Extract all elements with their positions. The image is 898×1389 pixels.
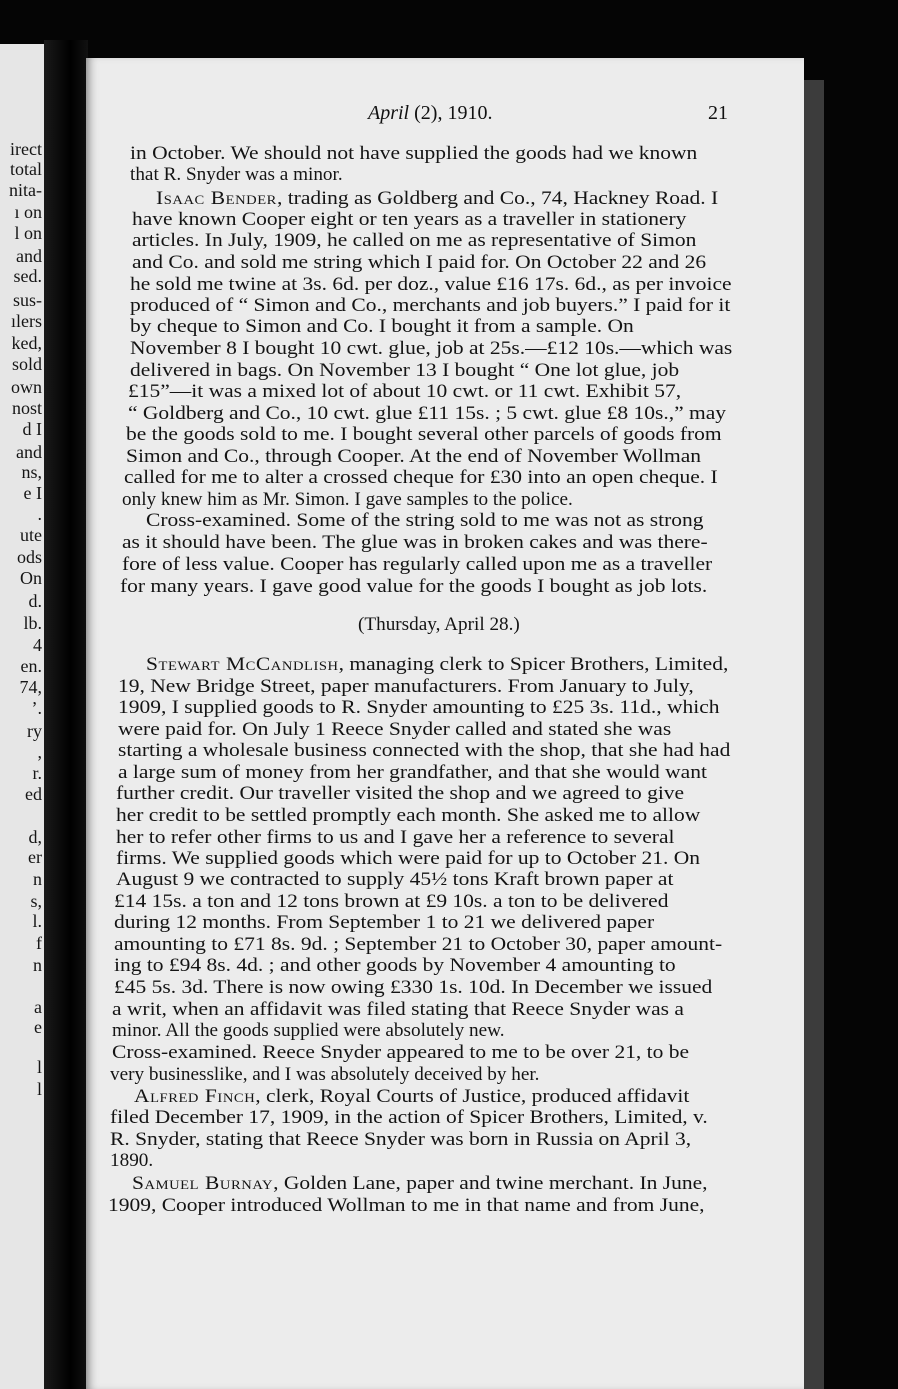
left-page-fragment: sus- xyxy=(12,290,42,310)
book-gutter xyxy=(44,40,88,1389)
left-page-fragment: ry xyxy=(27,721,42,741)
text-line: 1909, Cooper introduced Wollman to me in that name and from June, xyxy=(108,1195,705,1216)
text-line: ing to £94 8s. 4d. ; and other goods by November 4 amounting to xyxy=(114,955,676,976)
text-line: articles. In July, 1909, he called on me as representative of Simon xyxy=(132,230,697,251)
left-page-fragment: d, xyxy=(28,827,42,847)
left-page-fragment: nita- xyxy=(9,180,42,200)
text-line: have known Cooper eight or ten years as a traveller in stationery xyxy=(132,209,687,230)
line-rest: , managing clerk to Spicer Brothers, Limited, xyxy=(338,654,729,675)
text-line: R. Snyder, stating that Reece Snyder was born in Russia on April 3, xyxy=(110,1129,692,1150)
text-line xyxy=(146,654,728,676)
text-line: Cross-examined. Some of the string sold to me was not as strong xyxy=(146,510,704,531)
left-page-fragment: a xyxy=(34,997,42,1017)
text-line: £14 15s. a ton and 12 tons brown at £9 10s. a ton to be delivered xyxy=(114,891,669,912)
left-page-fragment: ute xyxy=(20,525,42,545)
left-page-fragment: ods xyxy=(16,547,42,567)
left-page-fragment: ’. xyxy=(31,698,42,718)
left-page-fragment: e xyxy=(34,1017,42,1037)
text-line: £45 5s. 3d. There is now owing £330 1s. 10d. In December we issued xyxy=(114,977,713,998)
left-page-fragment: and xyxy=(16,442,42,462)
left-page-fragment: en. xyxy=(20,656,42,676)
left-page-fragment: On xyxy=(20,568,42,588)
text-line: delivered in bags. On November 13 I bought “ One lot glue, job xyxy=(130,360,680,381)
text-line: her credit to be settled promptly each month. She asked me to allow xyxy=(116,805,701,826)
left-page-fragment: sed. xyxy=(13,266,42,286)
left-page-fragment: s, xyxy=(30,891,42,911)
line-rest: , clerk, Royal Courts of Justice, produced affidavit xyxy=(255,1086,690,1107)
header-title: April (2), 1910. xyxy=(368,102,493,124)
text-line: fore of less value. Cooper has regularly called upon me as a traveller xyxy=(122,554,713,575)
text-line: and Co. and sold me string which I paid for. On October 22 and 26 xyxy=(132,252,707,273)
left-page-fragment: irect xyxy=(10,139,42,159)
text-line: a large sum of money from her grandfather, and that she would want xyxy=(118,762,707,783)
text-line: in October. We should not have supplied the goods had we known xyxy=(130,143,698,164)
left-page-fragment: l xyxy=(36,1057,42,1077)
left-page-fragment: d I xyxy=(22,419,42,439)
left-page-edge xyxy=(0,44,44,1389)
left-page-fragment: ns, xyxy=(21,462,42,482)
text-line: only knew him as Mr. Simon. I gave samples to the police. xyxy=(122,489,573,510)
left-page-fragment: own xyxy=(11,377,42,397)
left-page-fragment: d. xyxy=(28,591,42,611)
text-line: very businesslike, and I was absolutely deceived by her. xyxy=(110,1064,540,1085)
left-page-fragment: f xyxy=(36,933,42,953)
text-line: minor. All the goods supplied were absolutely new. xyxy=(112,1020,505,1041)
left-page-fragment: 74, xyxy=(19,677,42,697)
left-page-fragment: 4 xyxy=(33,635,42,655)
left-page-fragment: n xyxy=(33,955,42,975)
text-line: filed December 17, 1909, in the action of Spicer Brothers, Limited, v. xyxy=(110,1107,708,1128)
left-page-fragment: , xyxy=(37,742,42,762)
left-page-fragment: total xyxy=(10,159,42,179)
text-line: during 12 months. From September 1 to 21 we delivered paper xyxy=(114,912,655,933)
book-page xyxy=(86,58,804,1389)
left-page-fragment: . xyxy=(37,504,42,524)
section-heading: (Thursday, April 28.) xyxy=(358,614,520,635)
witness-name: Alfred Finch xyxy=(134,1086,256,1107)
text-line: for many years. I gave good value for the goods I bought as job lots. xyxy=(120,576,708,597)
text-line: her to refer other firms to us and I gave her a reference to several xyxy=(116,827,675,848)
witness-name: Isaac Bender xyxy=(156,188,277,209)
left-page-fragment: and xyxy=(16,246,42,266)
text-line: as it should have been. The glue was in broken cakes and was there- xyxy=(122,532,708,553)
line-rest: , Golden Lane, paper and twine merchant. In June, xyxy=(273,1173,708,1194)
running-header xyxy=(86,102,804,126)
witness-name: Stewart McCandlish xyxy=(146,654,339,675)
text-line: called for me to alter a crossed cheque for £30 into an open cheque. I xyxy=(124,467,718,488)
text-line: Simon and Co., through Cooper. At the end of November Wollman xyxy=(126,446,702,467)
text-line: starting a wholesale business connected with the shop, that she had had xyxy=(118,740,731,761)
text-line xyxy=(134,1086,689,1108)
text-line xyxy=(132,1173,708,1195)
text-line: be the goods sold to me. I bought several other parcels of goods from xyxy=(126,424,722,445)
text-line: that R. Snyder was a minor. xyxy=(130,164,343,185)
line-rest: , trading as Goldberg and Co., 74, Hackney Road. I xyxy=(276,188,719,209)
text-line: 1890. xyxy=(110,1150,154,1171)
left-page-fragment: sold xyxy=(11,354,42,374)
text-line: a writ, when an affidavit was filed stating that Reece Snyder was a xyxy=(112,999,684,1020)
left-page-fragment: l. xyxy=(32,911,42,931)
witness-name: Samuel Burnay xyxy=(132,1173,274,1194)
left-page-fragment: e I xyxy=(23,483,42,503)
text-line: firms. We supplied goods which were paid for up to October 21. On xyxy=(116,848,700,869)
left-page-fragment: ı on xyxy=(14,202,42,222)
text-line: Cross-examined. Reece Snyder appeared to me to be over 21, to be xyxy=(112,1042,690,1063)
left-page-fragment: l on xyxy=(14,223,42,243)
text-line: were paid for. On July 1 Reece Snyder called and stated she was xyxy=(118,719,672,740)
left-page-fragment: ed xyxy=(25,784,42,804)
left-page-fragment: ılers xyxy=(11,311,42,331)
text-line xyxy=(156,188,718,210)
text-line: amounting to £71 8s. 9d. ; September 21 to October 30, paper amount- xyxy=(114,934,723,955)
page-number: 21 xyxy=(708,102,728,124)
text-line: £15”—it was a mixed lot of about 10 cwt. or 11 cwt. Exhibit 57, xyxy=(128,381,682,402)
text-line: produced of “ Simon and Co., merchants and job buyers.” I paid for it xyxy=(130,295,731,316)
left-page-fragment: lb. xyxy=(23,613,42,633)
text-line: he sold me twine at 3s. 6d. per doz., value £16 17s. 6d., as per invoice xyxy=(130,274,732,295)
text-line: August 9 we contracted to supply 45½ tons Kraft brown paper at xyxy=(116,869,674,890)
text-line: 19, New Bridge Street, paper manufacturers. From January to July, xyxy=(118,676,694,697)
right-page-edge xyxy=(804,80,824,1389)
left-page-fragment: n xyxy=(33,869,42,889)
text-line: by cheque to Simon and Co. I bought it from a sample. On xyxy=(130,316,634,337)
left-page-fragment: nost xyxy=(11,398,42,418)
text-line: 1909, I supplied goods to R. Snyder amounting to £25 3s. 11d., which xyxy=(118,697,720,718)
left-page-fragment: ked, xyxy=(11,333,42,353)
text-line: November 8 I bought 10 cwt. glue, job at 25s.—£12 10s.—which was xyxy=(130,338,733,359)
left-page-fragment: l xyxy=(36,1079,42,1099)
left-page-fragment: er xyxy=(28,847,42,867)
left-page-fragment: r. xyxy=(32,763,42,783)
text-line: further credit. Our traveller visited the shop and we agreed to give xyxy=(116,783,685,804)
text-line: “ Goldberg and Co., 10 cwt. glue £11 15s. ; 5 cwt. glue £8 10s.,” may xyxy=(128,403,727,424)
